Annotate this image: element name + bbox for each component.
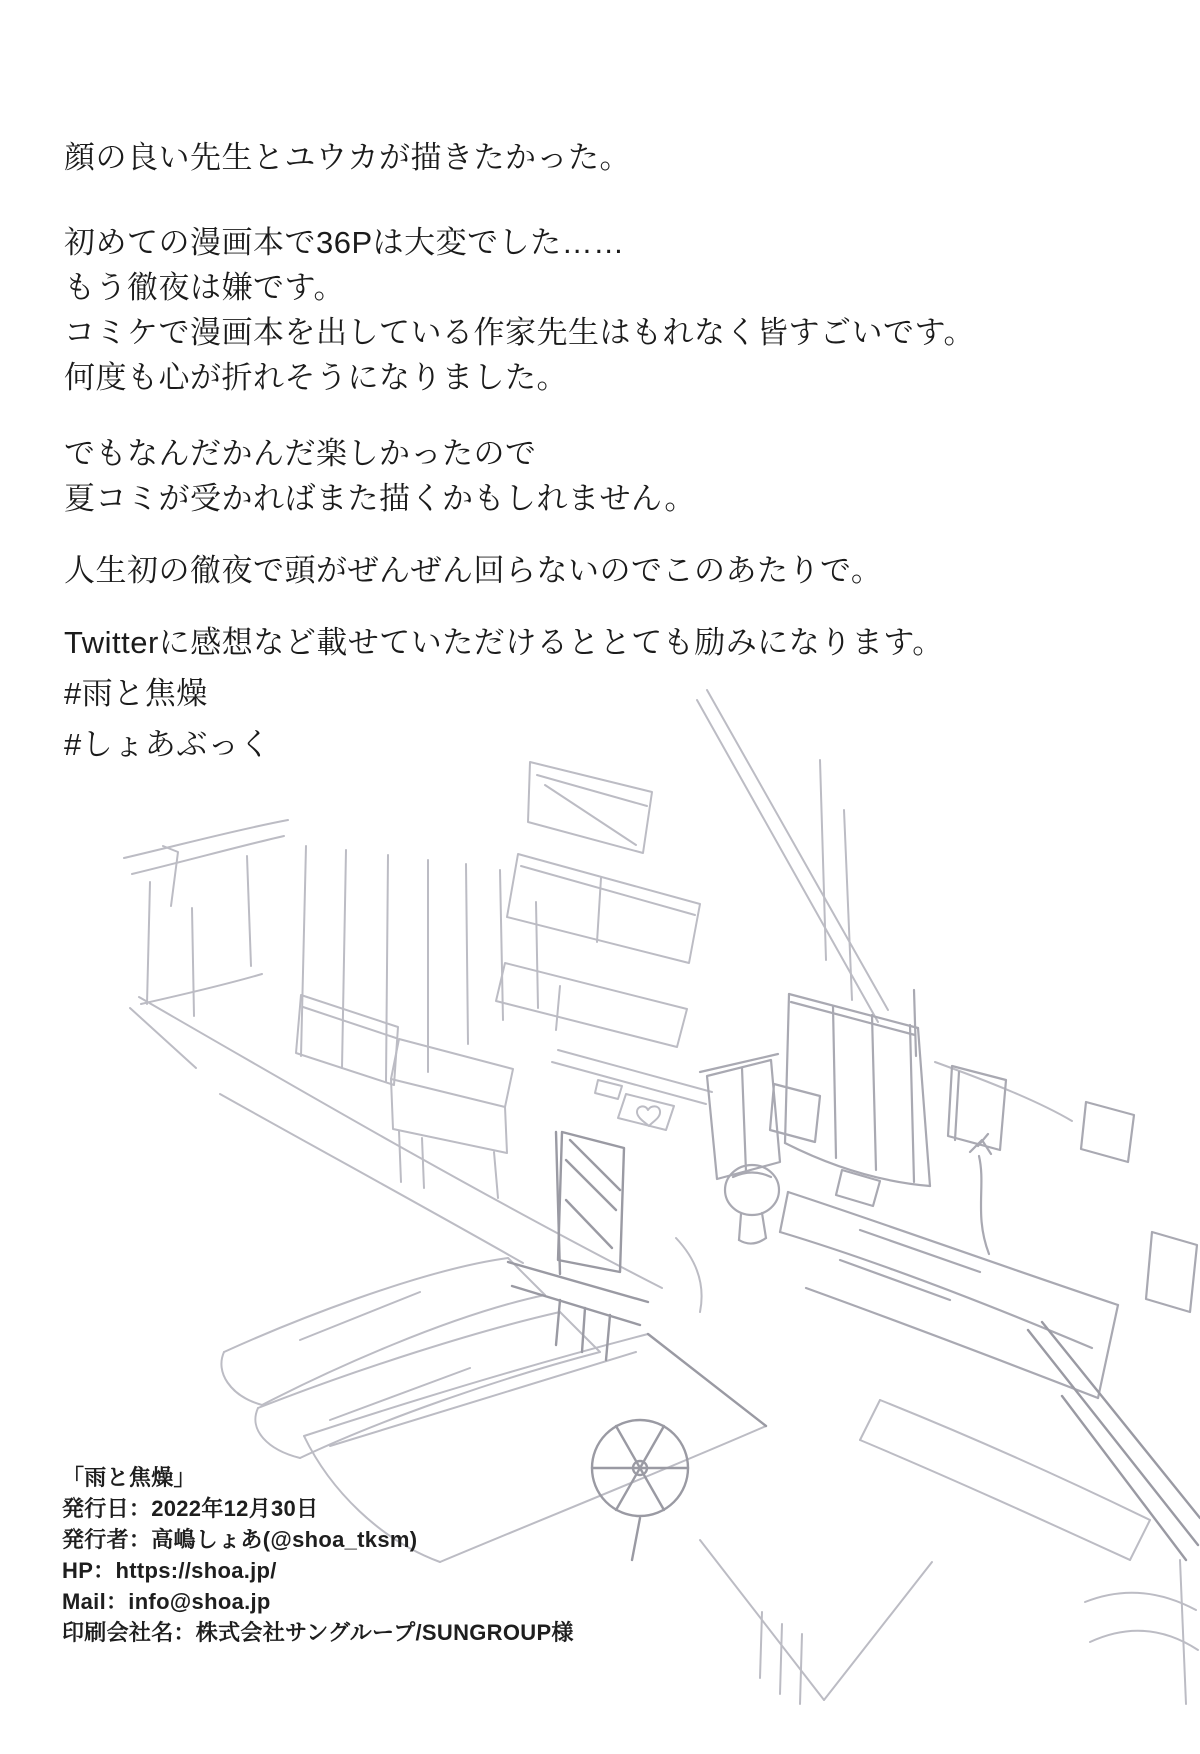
colophon-line: 発行者：高嶋しょあ(@shoa_tksm) [62, 1527, 418, 1552]
afterword-line: Twitterに感想など載せていただけるととても励みになります。 [64, 625, 944, 660]
colophon-line: 印刷会社名：株式会社サングループ/SUNGROUP様 [62, 1620, 574, 1645]
afterword-line: コミケで漫画本を出している作家先生はもれなく皆すごいです。 [64, 315, 976, 350]
colophon [62, 1462, 574, 1648]
afterword-line: 夏コミが受かればまた描くかもしれません。 [64, 481, 696, 516]
afterword-text [64, 135, 975, 767]
hashtag-line: #雨と焦燥 [64, 676, 208, 711]
colophon-line: HP：https://shoa.jp/ [62, 1558, 277, 1583]
sketch-mid-strokes [700, 990, 1197, 1398]
afterword-line: 人生初の徹夜で頭がぜんぜん回らないのでこのあたりで。 [64, 553, 883, 588]
sketch-dark-strokes [508, 1132, 1200, 1560]
hashtag-line: #しょあぶっく [64, 727, 271, 762]
afterword-line: でもなんだかんだ楽しかったので [64, 436, 537, 471]
colophon-line: Mail：info@shoa.jp [62, 1589, 271, 1614]
afterword-line: もう徹夜は嫌です。 [64, 270, 346, 305]
afterword-line: 顔の良い先生とユウカが描きたかった。 [64, 140, 631, 175]
afterword-line: 初めての漫画本で36Pは大変でした…… [64, 225, 625, 260]
colophon-line: 発行日：2022年12月30日 [62, 1496, 319, 1521]
colophon-title: 「雨と焦燥」 [62, 1465, 196, 1490]
afterword-line: 何度も心が折れそうになりました。 [64, 360, 568, 395]
